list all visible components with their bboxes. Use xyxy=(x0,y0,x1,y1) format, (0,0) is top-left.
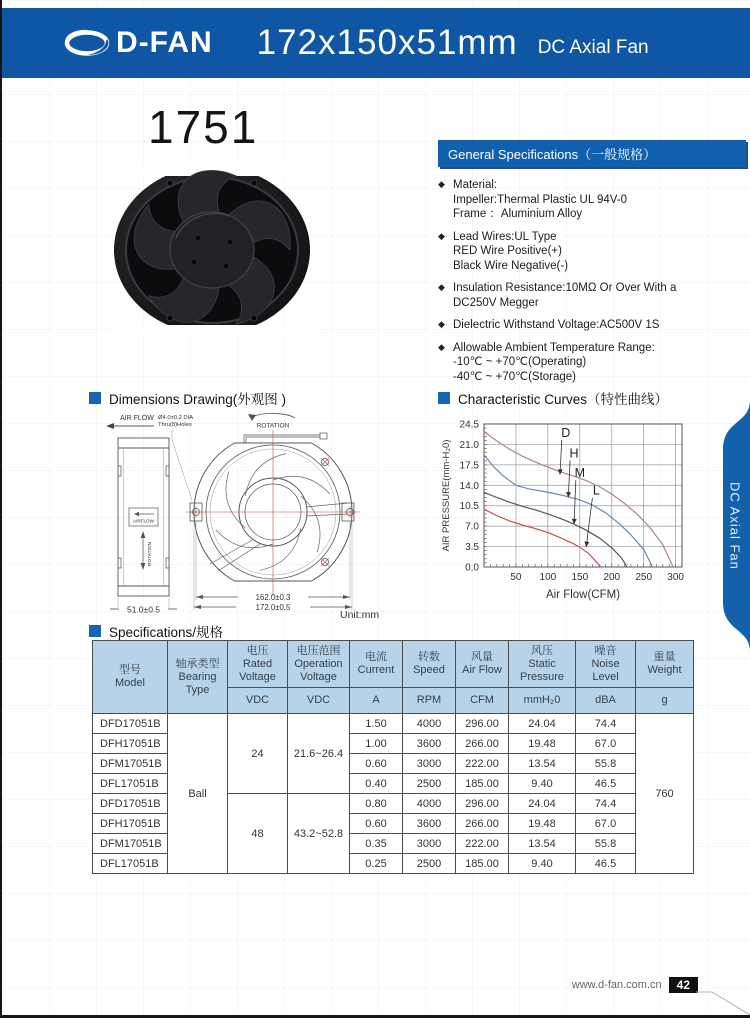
diamond-bullet-icon: ◆ xyxy=(438,319,445,329)
bolt-circle-dimension: 162.0±0.3 xyxy=(255,593,291,602)
column-header: 重量 Weight xyxy=(636,641,694,688)
frame-dimension: 172.0±0.5 xyxy=(255,603,291,612)
front-view xyxy=(190,414,354,581)
bearing-cell: Ball xyxy=(168,714,228,874)
y-tick-label: 24.5 xyxy=(459,419,479,431)
x-tick-label: 300 xyxy=(667,572,684,583)
operation-voltage-cell: 21.6~26.4 xyxy=(288,714,350,794)
y-tick-label: 0.0 xyxy=(465,562,479,574)
y-tick-label: 10.5 xyxy=(459,501,479,513)
diamond-bullet-icon: ◆ xyxy=(438,230,445,241)
center-lines xyxy=(186,430,360,596)
table-header-row xyxy=(93,641,694,688)
table-row: DFL17051B 0.25 2500 185.00 9.40 46.5 xyxy=(93,854,694,874)
table-row: DFH17051B 1.00 3600 266.00 19.48 67.0 xyxy=(93,734,694,754)
rated-voltage-cell: 48 xyxy=(228,794,288,874)
curve-label-M: M xyxy=(574,466,586,481)
column-header: 电压 Rated Voltage xyxy=(228,641,288,688)
brand-logo xyxy=(58,25,213,61)
unit-header: VDC xyxy=(288,688,350,714)
curve-label-L: L xyxy=(592,483,600,498)
brand-logo-icon xyxy=(58,25,112,61)
unit-header: dBA xyxy=(576,688,636,714)
section-title-dimensions: Dimensions Drawing(外观图 ) xyxy=(89,388,286,408)
table-row: DFM17051B 0.35 3000 222.00 13.54 55.8 xyxy=(93,834,694,854)
y-tick-label: 17.5 xyxy=(459,460,479,472)
diamond-bullet-icon: ◆ xyxy=(438,282,445,292)
spec-bullet-item: ◆ Insulation Resistance:10MΩ Or Over With a DC250V Megger xyxy=(438,282,677,309)
fan-hub xyxy=(170,212,254,288)
side-tab xyxy=(716,400,750,652)
weight-cell: 760 xyxy=(636,714,694,874)
blue-square-icon xyxy=(89,625,101,637)
page-subtitle: DC Axial Fan xyxy=(537,37,649,58)
model-cell: DFH17051B xyxy=(93,814,168,834)
model-cell: DFM17051B xyxy=(93,754,168,774)
column-header: 轴承类型 Bearing Type xyxy=(168,641,228,714)
table-row: DFM17051B 0.60 3000 222.00 13.54 55.8 xyxy=(93,754,694,774)
unit-header: RPM xyxy=(403,688,456,714)
website-url: www.d-fan.com.cn xyxy=(571,979,662,991)
y-tick-label: 7.0 xyxy=(465,521,479,533)
unit-header: g xyxy=(636,688,694,714)
curve-label-D: D xyxy=(561,425,571,440)
depth-dimension: 51.0±0.5 xyxy=(126,604,161,615)
model-cell: DFL17051B xyxy=(93,774,168,794)
spec-bullet-item: ◆ Lead Wires:UL Type RED Wire Positive(+) Black Wire Negative(-) xyxy=(438,230,569,272)
page-title: 172x150x51mm xyxy=(256,23,518,62)
column-header: 电流 Current xyxy=(350,641,403,688)
brand-name: D-FAN xyxy=(116,26,213,59)
model-cell: DFM17051B xyxy=(93,834,168,854)
x-tick-label: 200 xyxy=(603,572,621,583)
model-number: 1751 xyxy=(148,101,259,153)
x-axis-label: Air Flow(CFM) xyxy=(545,589,621,601)
general-specs-list xyxy=(438,178,746,384)
curve-L xyxy=(484,509,601,567)
operation-voltage-cell: 43.2~52.8 xyxy=(288,794,350,874)
unit-header: CFM xyxy=(456,688,509,714)
curve-H xyxy=(484,455,653,567)
section-title-specifications: Specifications/规格 xyxy=(89,621,223,641)
unit-header: VDC xyxy=(228,688,288,714)
diamond-bullet-icon: ◆ xyxy=(438,341,445,352)
hole-dim-label: Ø4.0±0.2 DIA xyxy=(158,415,194,421)
curve-M xyxy=(484,492,627,567)
model-cell: DFL17051B xyxy=(93,854,168,874)
table-row: DFD17051B Ball 24 21.6~26.4 1.50 4000 296.00 24.04 74.4 760 xyxy=(93,714,694,734)
characteristic-curves-chart xyxy=(438,412,690,612)
airflow-label: AIR FLOW xyxy=(120,415,154,422)
spec-bullet-item: ◆ Material: Impeller:Thermal Plastic UL 94V-0 Frame ：Aluminium Alloy xyxy=(438,179,628,220)
svg-text:AIRFLOW: AIRFLOW xyxy=(133,518,154,524)
svg-text:Thru(8)Holes: Thru(8)Holes xyxy=(158,422,192,428)
model-cell: DFD17051B xyxy=(93,714,168,734)
column-header: 噪音 Noise Level xyxy=(576,641,636,688)
blue-square-icon xyxy=(89,392,101,404)
corner-fold-lines xyxy=(696,981,750,1015)
svg-text:ROTATION: ROTATION xyxy=(148,541,153,566)
column-header: 型号 Model xyxy=(93,641,168,714)
header xyxy=(2,8,750,78)
model-cell: DFH17051B xyxy=(93,734,168,754)
dimensions-drawing xyxy=(92,408,427,620)
footer xyxy=(572,977,698,993)
model-cell: DFD17051B xyxy=(93,794,168,814)
page-number: 42 xyxy=(669,977,698,993)
unit-header: A xyxy=(350,688,403,714)
table-row: DFH17051B 0.60 3600 266.00 19.48 67.0 xyxy=(93,814,694,834)
section-title-curves: Characteristic Curves（特性曲线） xyxy=(438,388,668,408)
y-axis-label: AIR PRESSURE(mm-H₂0) xyxy=(441,439,452,552)
rated-voltage-cell: 24 xyxy=(228,714,288,794)
column-header: 转数 Speed xyxy=(403,641,456,688)
general-specs-title: General Specifications（一般规格） xyxy=(438,140,746,167)
column-header: 风量 Air Flow xyxy=(456,641,509,688)
x-tick-label: 150 xyxy=(571,572,589,583)
column-header: 电压范围 Operation Voltage xyxy=(288,641,350,688)
y-tick-label: 14.0 xyxy=(459,480,479,492)
y-tick-label: 3.5 xyxy=(465,542,479,554)
x-tick-label: 100 xyxy=(539,572,557,583)
x-tick-label: 50 xyxy=(510,572,522,583)
side-view xyxy=(112,426,169,596)
diamond-bullet-icon: ◆ xyxy=(438,179,445,189)
curve-label-H: H xyxy=(569,446,579,461)
side-tab-label: DC Axial Fan xyxy=(727,482,743,570)
table-row: DFD17051B 48 43.2~52.8 0.80 4000 296.00 24.04 74.4 xyxy=(93,794,694,814)
general-specifications xyxy=(438,140,746,392)
x-tick-label: 250 xyxy=(635,572,653,583)
blue-square-icon xyxy=(438,392,450,404)
spec-bullet-item: ◆ Allowable Ambient Temperature Range: -10℃ ~ +70℃(Operating) -40℃ ~ +70℃(Storage) xyxy=(438,341,655,383)
unit-header: mmH₂0 xyxy=(509,688,576,714)
rotation-label: ROTATION xyxy=(256,422,290,430)
unit-label: Unit:mm xyxy=(340,609,380,620)
table-row: DFL17051B 0.40 2500 185.00 9.40 46.5 xyxy=(93,774,694,794)
column-header: 风压 Static Pressure xyxy=(509,641,576,688)
specifications-table xyxy=(92,640,694,874)
fan-product-photo xyxy=(110,164,317,336)
spec-bullet-item: ◆ Dielectric Withstand Voltage:AC500V 1S xyxy=(438,319,660,331)
y-tick-label: 21.0 xyxy=(459,439,479,451)
